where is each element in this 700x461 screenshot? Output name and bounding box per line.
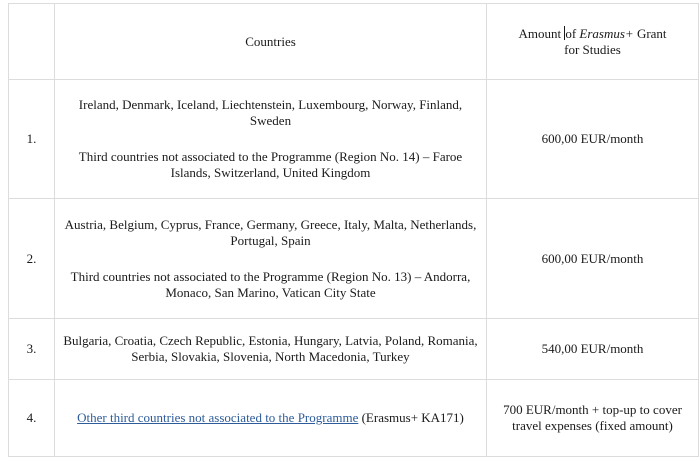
row-countries	[55, 319, 487, 380]
row-number: 4.	[9, 380, 55, 457]
row-countries	[55, 380, 487, 457]
header-amount-text-3: Grant	[633, 25, 667, 41]
header-amount-italic: Erasmus+	[579, 25, 634, 41]
row-number: 1.	[9, 80, 55, 199]
country-group: Bulgaria, Croatia, Czech Republic, Estonia, Hungary, Latvia, Poland, Romania, Serbia, Slovakia, Slovenia, North Macedonia, Turkey	[63, 333, 478, 364]
row-amount: 700 EUR/month + top-up to cover travel expenses (fixed amount)	[487, 380, 699, 457]
header-amount-text-2: of	[565, 25, 580, 41]
header-amount-cell	[487, 4, 699, 80]
country-group: Austria, Belgium, Cyprus, France, Germany, Greece, Italy, Malta, Netherlands, Portugal, Spain	[64, 216, 477, 248]
erasmus-grant-table	[8, 3, 699, 457]
header-countries-cell: Countries	[55, 4, 487, 80]
header-number-cell	[9, 4, 55, 80]
row-number: 2.	[9, 199, 55, 319]
country-group: Third countries not associated to the Programme (Region No. 13) – Andorra, Monaco, San Marino, Vatican City State	[70, 268, 471, 300]
row-countries	[55, 199, 487, 319]
table-row	[9, 80, 699, 199]
row-number: 3.	[9, 319, 55, 380]
row-amount: 600,00 EUR/month	[487, 199, 699, 319]
row-amount: 600,00 EUR/month	[487, 80, 699, 199]
table-row	[9, 319, 699, 380]
table-row	[9, 199, 699, 319]
header-amount-text-1: Amount	[518, 25, 565, 41]
header-amount-line2: for Studies	[564, 41, 621, 57]
row-amount: 540,00 EUR/month	[487, 319, 699, 380]
row-countries	[55, 80, 487, 199]
country-group: Ireland, Denmark, Iceland, Liechtenstein, Luxembourg, Norway, Finland, Sweden	[78, 97, 463, 128]
table-header-row	[9, 4, 699, 80]
country-group: Third countries not associated to the Programme (Region No. 14) – Faroe Islands, Switzerland, United Kingdom	[78, 149, 463, 180]
table-row	[9, 380, 699, 457]
link-suffix: (Erasmus+ KA171)	[358, 410, 464, 425]
other-third-countries-link[interactable]: Other third countries not associated to the Programme	[77, 410, 359, 425]
